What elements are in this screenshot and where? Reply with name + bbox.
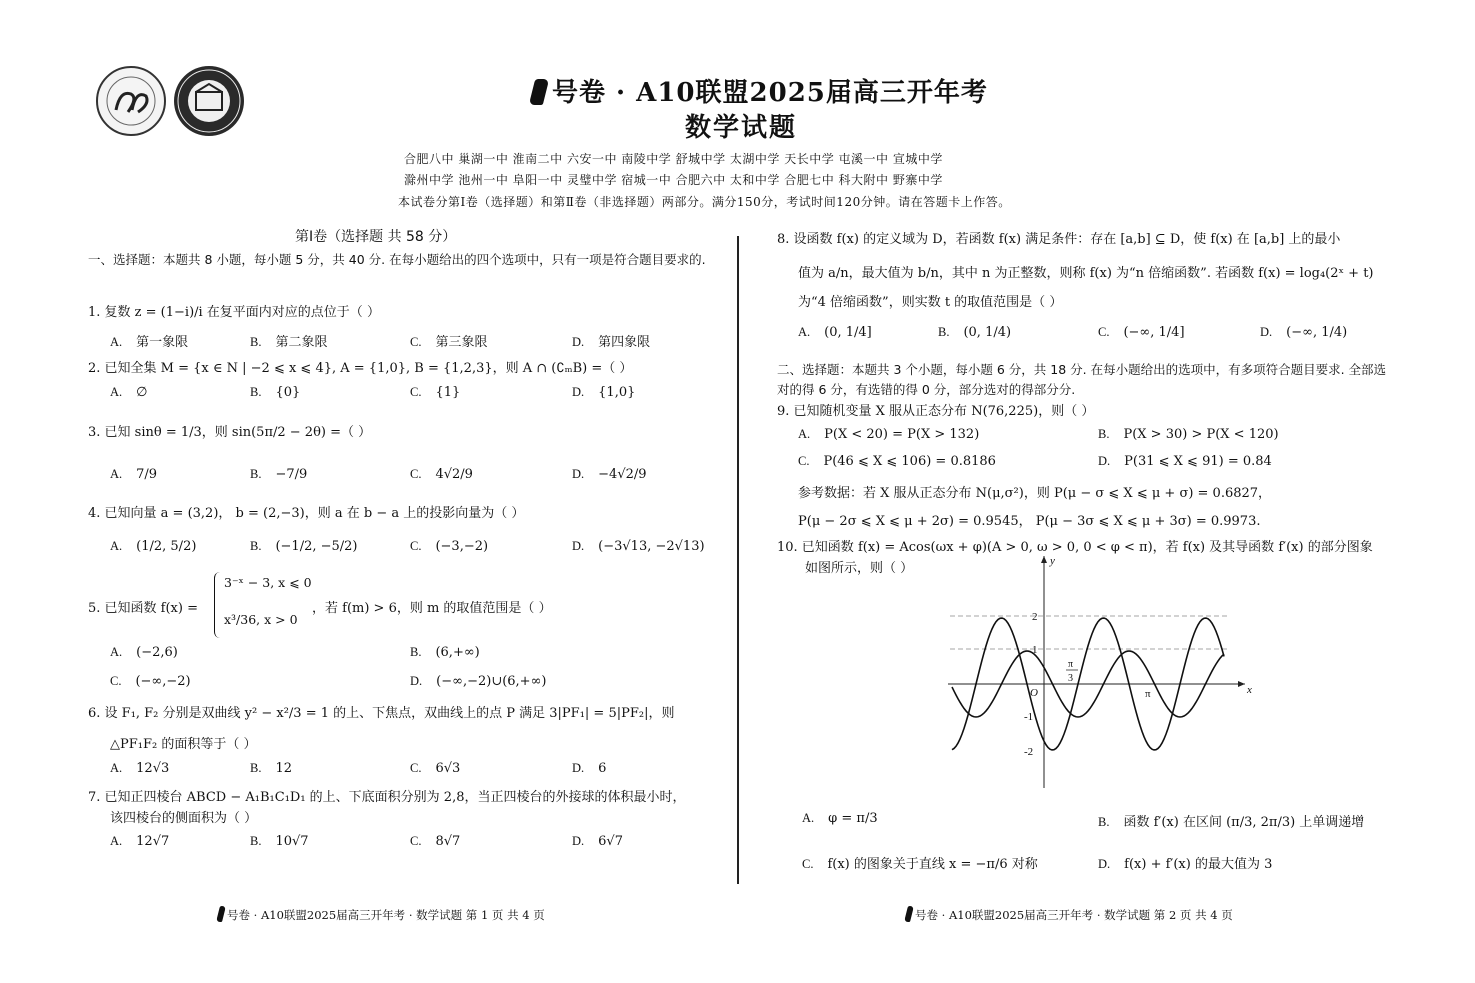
- q8-stem-3: 为“4 倍缩函数”，则实数 t 的取值范围是（ ）: [798, 295, 1063, 310]
- q3-option-d: D. −4√2/9: [572, 467, 647, 482]
- graph-tick-pi: π: [1145, 688, 1151, 700]
- q8-option-c: C. (−∞, 1/4]: [1098, 325, 1185, 340]
- q9-reference-1: 参考数据：若 X 服从正态分布 N(μ,σ²)，则 P(μ − σ ⩽ X ⩽ μ + σ) = 0.6827，: [798, 486, 1272, 501]
- schools-line-2: 滁州中学 池州一中 阜阳一中 灵璧中学 宿城一中 合肥六中 太和中学 合肥七中 科大附中 野寨中学: [404, 173, 943, 187]
- q8-stem-1: 8. 设函数 f(x) 的定义域为 D，若函数 f(x) 满足条件：存在 [a,b] ⊆ D，使 f(x) 在 [a,b] 上的最小: [777, 232, 1341, 247]
- graph-tick-pi3-den: 3: [1068, 673, 1073, 684]
- q5-case-2: x³/36, x > 0: [224, 612, 298, 627]
- q10-option-d: D. f(x) + f′(x) 的最大值为 3: [1098, 857, 1273, 872]
- q2-option-a: A. ∅: [110, 385, 148, 400]
- y-axis-arrow-icon: [1041, 556, 1047, 563]
- exam-title: 号卷 · A10联盟2025届高三开年考: [532, 72, 988, 109]
- q5-case-1: 3⁻ˣ − 3, x ⩽ 0: [224, 575, 312, 590]
- q9-option-b: B. P(X > 30) > P(X < 120): [1098, 427, 1279, 442]
- q7-stem-1: 7. 已知正四棱台 ABCD − A₁B₁C₁D₁ 的上、下底面积分别为 2,8，当正四棱台的外接球的体积最小时，: [88, 790, 686, 805]
- q4-option-c: C. (−3,−2): [410, 539, 489, 554]
- alliance-logo-icon: [98, 68, 164, 134]
- q8-stem-2: 值为 a/n，最大值为 b/n，其中 n 为正整数，则称 f(x) 为“n 倍缩函数”. 若函数 f(x) = log₄(2ˣ + t): [798, 266, 1374, 281]
- q5-option-a: A. (−2,6): [110, 645, 178, 660]
- footer-left: 号卷 · A10联盟2025届高三开年考 · 数学试题 第 1 页 共 4 页: [218, 906, 545, 923]
- q2-option-c: C. {1}: [410, 385, 461, 400]
- q3-stem: 3. 已知 sinθ = 1/3，则 sin(5π/2 − 2θ) =（ ）: [88, 425, 372, 440]
- q5-brace: [214, 572, 222, 638]
- q7-stem-2: 该四棱台的侧面积为（ ）: [110, 811, 258, 826]
- q6-option-b: B. 12: [250, 761, 293, 776]
- graph-x-label: x: [1247, 684, 1252, 696]
- q4-option-b: B. (−1/2, −5/2): [250, 539, 358, 554]
- q10-option-b: B. 函数 f′(x) 在区间 (π/3, 2π/3) 上单调递增: [1098, 815, 1365, 830]
- graph-origin: O: [1030, 687, 1038, 699]
- q7-option-b: B. 10√7: [250, 834, 309, 849]
- q5-option-c: C. (−∞,−2): [110, 674, 191, 689]
- alliance-logo: [96, 66, 166, 136]
- q9-option-a: A. P(X < 20) = P(X > 132): [798, 427, 980, 442]
- brush-mark-small-icon: [216, 906, 226, 922]
- q7-option-d: D. 6√7: [572, 834, 623, 849]
- q1-option-c: C. 第三象限: [410, 335, 488, 350]
- q5-stem-b: ，若 f(m) > 6，则 m 的取值范围是（ ）: [312, 601, 552, 616]
- q2-option-d: D. {1,0}: [572, 385, 636, 400]
- q6-option-c: C. 6√3: [410, 761, 461, 776]
- q2-option-b: B. {0}: [250, 385, 301, 400]
- brush-mark-icon: [529, 79, 549, 105]
- q7-option-c: C. 8√7: [410, 834, 461, 849]
- q8-option-d: D. (−∞, 1/4): [1260, 325, 1348, 340]
- q10-function-graph: [940, 550, 1260, 790]
- q9-option-d: D. P(31 ⩽ X ⩽ 91) = 0.84: [1098, 454, 1272, 469]
- q5-option-d: D. (−∞,−2)∪(6,+∞): [410, 674, 547, 689]
- yanzhi-logo-icon: [174, 66, 244, 136]
- q9-stem: 9. 已知随机变量 X 服从正态分布 N(76,225)，则（ ）: [777, 404, 1095, 419]
- graph-tick-neg1: -1: [1024, 711, 1034, 723]
- q3-option-c: C. 4√2/9: [410, 467, 473, 482]
- q6-option-d: D. 6: [572, 761, 607, 776]
- section2-heading: 二、选择题：本题共 3 个小题，每小题 6 分，共 18 分. 在每小题给出的选项中，有多项符合题目要求. 全部选对的得 6 分，有选错的得 0 分，部分选对的得部分分.: [777, 362, 1387, 397]
- yanzhi-logo: [174, 66, 244, 136]
- q5-option-b: B. (6,+∞): [410, 645, 480, 660]
- section1-heading: 一、选择题：本题共 8 小题，每小题 5 分，共 40 分. 在每小题给出的四个选项中，只有一项是符合题目要求的.: [88, 252, 706, 267]
- footer-right: 号卷 · A10联盟2025届高三开年考 · 数学试题 第 2 页 共 4 页: [906, 906, 1233, 923]
- schools-line-1: 合肥八中 巢湖一中 淮南二中 六安一中 南陵中学 舒城中学 太湖中学 天长中学 屯溪一中 宣城中学: [404, 152, 943, 166]
- q10-stem-1: 10. 已知函数 f(x) = Acos(ωx + φ)(A > 0, ω > 0, 0 < φ < π)，若 f(x) 及其导函数 f′(x) 的部分图象: [777, 540, 1373, 555]
- q6-stem-1: 6. 设 F₁, F₂ 分别是双曲线 y² − x²/3 = 1 的上、下焦点，双曲线上的点 P 满足 3|PF₁| = 5|PF₂|，则: [88, 706, 675, 721]
- q7-option-a: A. 12√7: [110, 834, 170, 849]
- q1-option-d: D. 第四象限: [572, 335, 651, 350]
- q4-option-d: D. (−3√13, −2√13): [572, 539, 705, 554]
- q8-option-a: A. (0, 1/4]: [798, 325, 872, 340]
- q1-stem: 1. 复数 z = (1−i)/i 在复平面内对应的点位于（ ）: [88, 305, 380, 320]
- graph-tick-2: 2: [1032, 611, 1038, 623]
- q4-stem: 4. 已知向量 a = (3,2)， b = (2,−3)，则 a 在 b − a 上的投影向量为（ ）: [88, 506, 525, 521]
- exam-subtitle: 数学试题: [685, 113, 798, 143]
- q3-option-b: B. −7/9: [250, 467, 308, 482]
- q10-option-c: C. f(x) 的图象关于直线 x = −π/6 对称: [802, 857, 1038, 872]
- graph-y-label: y: [1050, 555, 1055, 567]
- brush-mark-small-icon: [904, 906, 914, 922]
- q9-reference-2: P(μ − 2σ ⩽ X ⩽ μ + 2σ) = 0.9545， P(μ − 3σ ⩽ X ⩽ μ + 3σ) = 0.9973.: [798, 514, 1261, 529]
- graph-tick-neg2: -2: [1024, 746, 1034, 758]
- part1-title: 第Ⅰ卷（选择题 共 58 分）: [295, 229, 457, 245]
- q1-option-b: B. 第二象限: [250, 335, 328, 350]
- q4-option-a: A. (1/2, 5/2): [110, 539, 197, 554]
- q6-option-a: A. 12√3: [110, 761, 170, 776]
- q10-option-a: A. φ = π/3: [802, 811, 878, 826]
- q8-option-b: B. (0, 1/4): [938, 325, 1012, 340]
- graph-tick-1: 1: [1032, 644, 1038, 656]
- q2-stem: 2. 已知全集 M = {x ∈ N | −2 ⩽ x ⩽ 4}, A = {1,0}, B = {1,2,3}，则 A ∩ (∁ₘB) =（ ）: [88, 361, 633, 376]
- x-axis-arrow-icon: [1238, 681, 1245, 687]
- q9-option-c: C. P(46 ⩽ X ⩽ 106) = 0.8186: [798, 454, 996, 469]
- q3-option-a: A. 7/9: [110, 467, 158, 482]
- exam-intro: 本试卷分第Ⅰ卷（选择题）和第Ⅱ卷（非选择题）两部分。满分150分，考试时间120分钟。请在答题卡上作答。: [398, 195, 1011, 209]
- q5-stem-a: 5. 已知函数 f(x) =: [88, 601, 198, 616]
- q6-stem-2: △PF₁F₂ 的面积等于（ ）: [110, 737, 257, 752]
- graph-tick-pi3-num: π: [1068, 659, 1074, 670]
- q10-stem-2: 如图所示，则（ ）: [805, 561, 914, 576]
- q1-option-a: A. 第一象限: [110, 335, 189, 350]
- column-divider: [737, 236, 739, 884]
